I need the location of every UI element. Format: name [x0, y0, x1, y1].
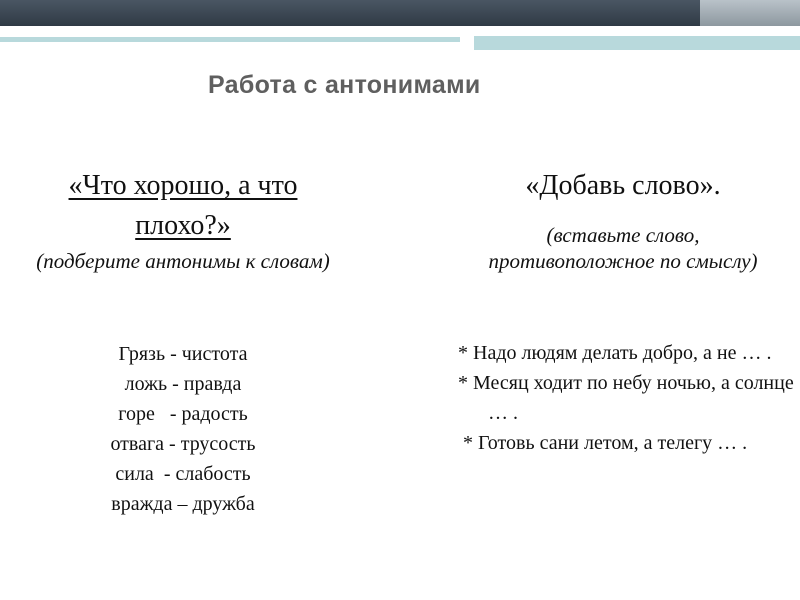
add-word-column — [438, 166, 800, 454]
list-item: ложь - правда — [124, 373, 242, 395]
right-instruction: (вставьте слово, противоположное по смыслу) — [488, 223, 758, 273]
slide-title: Работа с антонимами — [208, 71, 481, 99]
antonym-pairs-list — [18, 339, 348, 519]
list-item: отвага - трусость — [110, 433, 256, 455]
list-item: Грязь - чистота — [118, 343, 248, 365]
list-item: вражда – дружба — [111, 493, 255, 515]
top-banner — [0, 0, 800, 26]
left-heading: «Что хорошо, а что плохо?» — [68, 170, 298, 241]
top-banner-accent — [700, 0, 800, 26]
antonyms-column — [18, 166, 348, 515]
accent-stripe-left — [0, 37, 460, 42]
accent-stripe-right — [474, 36, 800, 50]
banner-notch — [462, 26, 474, 38]
list-item: * Готовь сани летом, а телегу … . — [458, 432, 748, 454]
list-item: * Месяц ходит по небу ночью, а солнце … . — [458, 372, 794, 424]
list-item: * Надо людям делать добро, а не … . — [458, 342, 772, 364]
list-item: сила - слабость — [115, 463, 251, 485]
left-instruction: (подберите антонимы к словам) — [36, 249, 330, 273]
right-heading: «Добавь слово». — [525, 170, 721, 201]
list-item: горе - радость — [118, 403, 248, 425]
proverbs-list — [458, 338, 798, 458]
